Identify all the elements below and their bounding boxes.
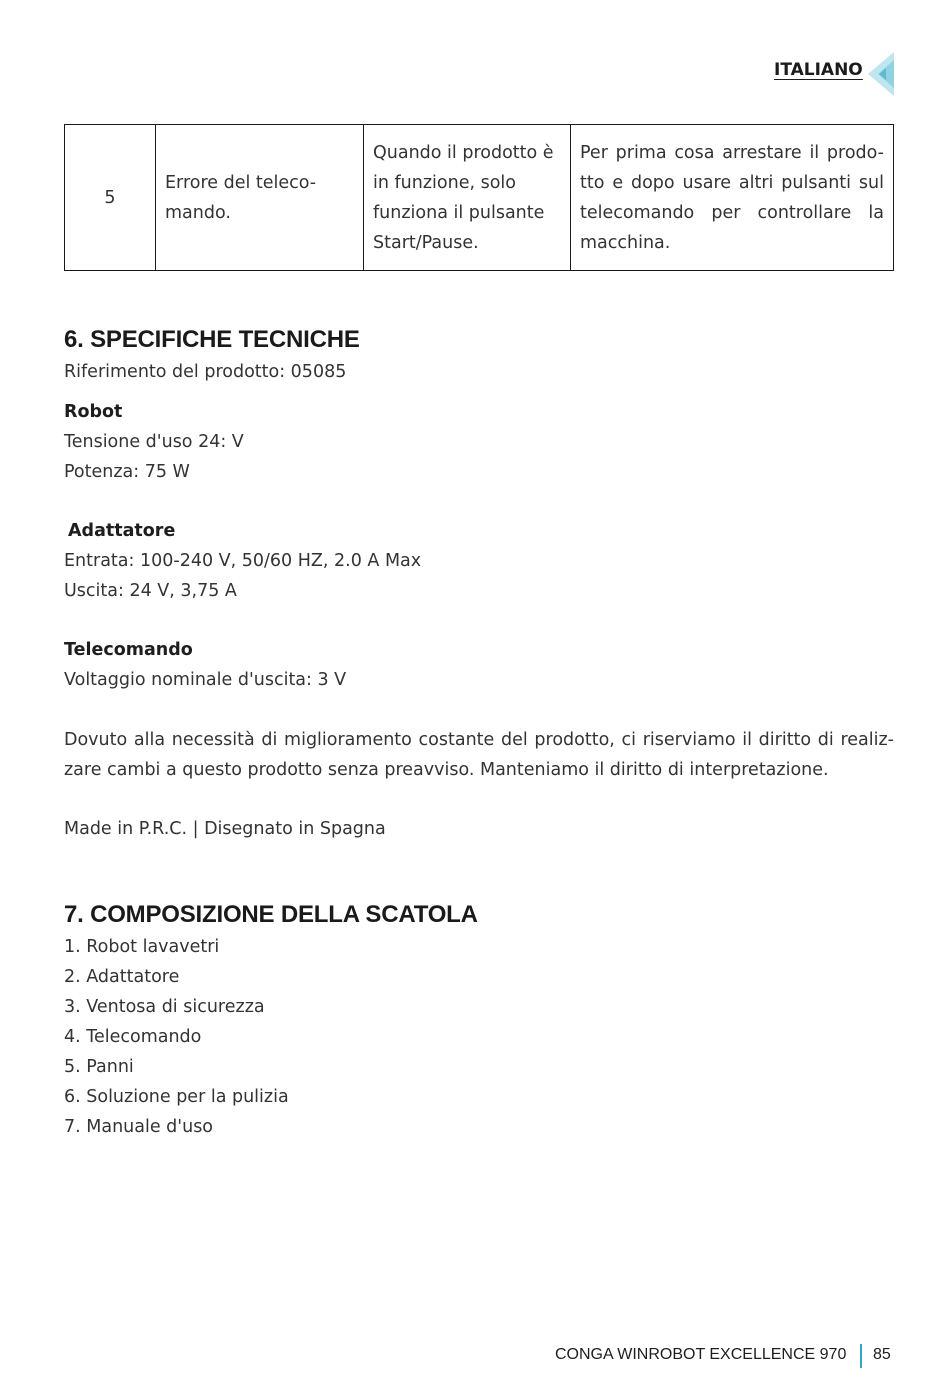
list-item: 5. Panni	[64, 1057, 134, 1077]
adapter-title: Adattatore	[68, 521, 176, 541]
chevron-left-icon	[864, 50, 896, 98]
footer-separator	[860, 1344, 862, 1368]
table-cell-problem: Errore del teleco-mando.	[156, 125, 364, 271]
table-cell-solution: Per prima cosa arrestare il prodo-tto e dopo usare altri pulsanti sul telecomando per controllare la macchina.	[571, 125, 894, 271]
list-item: 7. Manuale d'uso	[64, 1117, 214, 1137]
troubleshooting-table	[64, 124, 894, 271]
disclaimer-paragraph: Dovuto alla necessità di miglioramento costante del prodotto, ci riserviamo il diritto di realiz-zare cambi a questo prodotto senza preavviso. Manteniamo il diritto di interpretazione.	[64, 730, 894, 780]
box-contents-list	[64, 932, 289, 1142]
robot-power: Potenza: 75 W	[64, 462, 190, 482]
remote-title: Telecomando	[64, 640, 193, 660]
robot-title: Robot	[64, 402, 123, 422]
table-row	[65, 125, 894, 271]
language-label: ITALIANO	[774, 60, 863, 80]
section-heading-box: 7. COMPOSIZIONE DELLA SCATOLA	[64, 901, 478, 928]
product-reference: Riferimento del prodotto: 05085	[64, 362, 347, 382]
robot-voltage: Tensione d'uso 24: V	[64, 432, 244, 452]
list-item: 4. Telecomando	[64, 1027, 202, 1047]
footer-product-name: CONGA WINROBOT EXCELLENCE 970	[555, 1346, 847, 1363]
list-item: 1. Robot lavavetri	[64, 937, 220, 957]
origin-text: Made in P.R.C. | Disegnato in Spagna	[64, 819, 386, 839]
table-cell-cause: Quando il prodotto è in funzione, solo funziona il pulsante Start/Pause.	[364, 125, 571, 271]
adapter-input: Entrata: 100-240 V, 50/60 HZ, 2.0 A Max	[64, 551, 422, 571]
adapter-output: Uscita: 24 V, 3,75 A	[64, 581, 237, 601]
list-item: 3. Ventosa di sicurezza	[64, 997, 265, 1017]
list-item: 2. Adattatore	[64, 967, 180, 987]
section-heading-specs: 6. SPECIFICHE TECNICHE	[64, 326, 360, 353]
table-cell-number: 5	[65, 125, 156, 271]
remote-voltage: Voltaggio nominale d'uscita: 3 V	[64, 670, 347, 690]
page-number: 85	[873, 1346, 891, 1363]
list-item: 6. Soluzione per la pulizia	[64, 1087, 289, 1107]
